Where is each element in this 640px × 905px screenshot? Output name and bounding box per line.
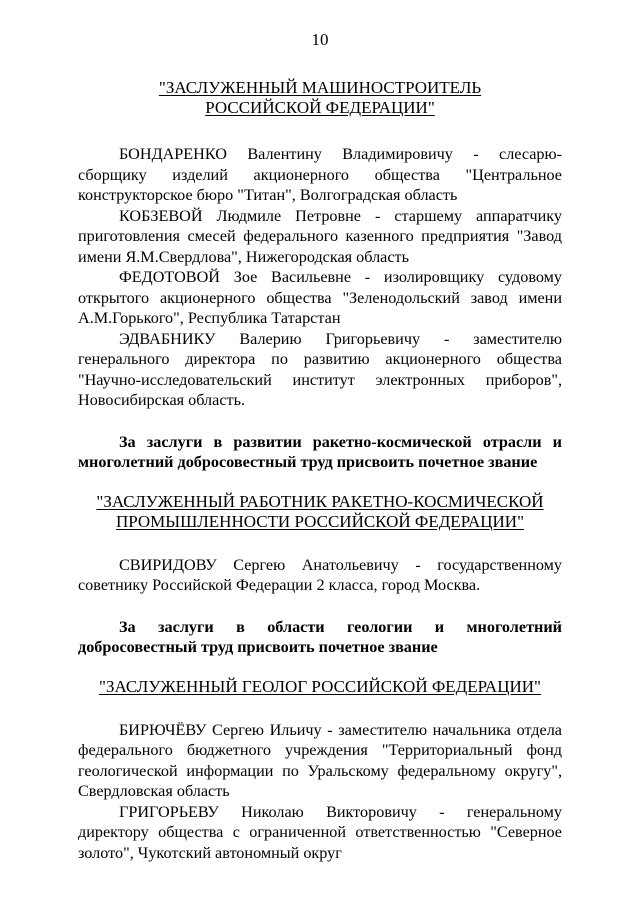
awardee-paragraph: СВИРИДОВУ Сергею Анатольевичу - государственному советнику Российской Федерации 2 класса, город Москва. bbox=[78, 555, 562, 594]
document-body bbox=[78, 72, 562, 863]
awardee-paragraph: КОБЗЕВОЙ Людмиле Петровне - старшему аппаратчику приготовления смесей федерального казенного предприятия "Завод имени Я.М.Свердлова", Нижегородская область bbox=[78, 206, 562, 266]
title-line: "ЗАСЛУЖЕННЫЙ МАШИНОСТРОИТЕЛЬ bbox=[158, 78, 482, 97]
awardee-paragraph: ГРИГОРЬЕВУ Николаю Викторовичу - генеральному директору общества с ограниченной ответственностью "Северное золото", Чукотский автономный округ bbox=[78, 802, 562, 862]
awardee-paragraph: ЭДВАБНИКУ Валерию Григорьевичу - заместителю генерального директора по развитию акционерного общества "Научно-исследовательский институт электронных приборов", Новосибирская область. bbox=[78, 329, 562, 409]
page-number: 10 bbox=[311, 30, 329, 49]
title-honorary-machine-builder bbox=[78, 78, 562, 118]
awardee-paragraph: БИРЮЧЁВУ Сергею Ильичу - заместителю начальника отдела федерального бюджетного учреждения "Территориальный фонд геологической информации по Уральскому федеральному округу", Свердловская область bbox=[78, 720, 562, 800]
title-line: "ЗАСЛУЖЕННЫЙ РАБОТНИК РАКЕТНО-КОСМИЧЕСКОЙ bbox=[96, 491, 544, 511]
decree-paragraph: За заслуги в области геологии и многолетний добросовестный труд присвоить почетное звание bbox=[78, 617, 562, 656]
decree-paragraph: За заслуги в развитии ракетно-космической отрасли и многолетний добросовестный труд присвоить почетное звание bbox=[78, 432, 562, 471]
title-line: РОССИЙСКОЙ ФЕДЕРАЦИИ" bbox=[205, 98, 435, 117]
title-line: ПРОМЫШЛЕННОСТИ РОССИЙСКОЙ ФЕДЕРАЦИИ" bbox=[115, 511, 525, 531]
awardee-paragraph: БОНДАРЕНКО Валентину Владимировичу - слесарю-сборщику изделий акционерного общества "Центральное конструкторское бюро "Титан", Волгоградская область bbox=[78, 145, 562, 204]
title-honorary-geologist bbox=[78, 677, 562, 697]
title-line: "ЗАСЛУЖЕННЫЙ ГЕОЛОГ РОССИЙСКОЙ ФЕДЕРАЦИИ" bbox=[99, 676, 541, 696]
awardee-paragraph: ФЕДОТОВОЙ Зое Васильевне - изолировщику судовому открытого акционерного общества "Зеленодольский завод имени А.М.Горького", Республика Татарстан bbox=[78, 268, 562, 327]
title-honorary-space-worker bbox=[78, 492, 562, 532]
